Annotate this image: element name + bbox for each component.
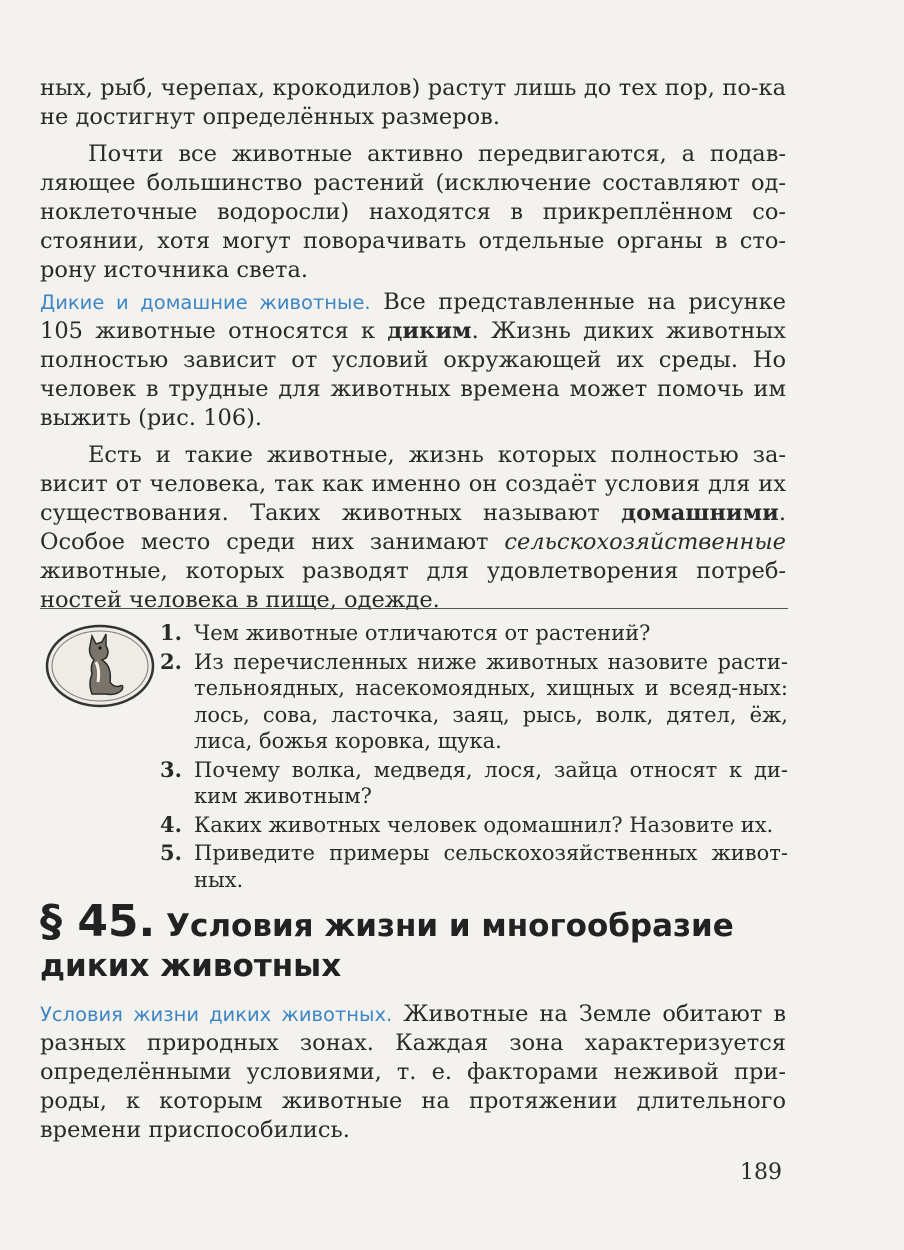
question-item <box>160 812 788 839</box>
wild-text-after: . Жизнь диких животных полностью зависит от условий окружающей их среды. Но человек в трудные для животных времена может помочь им выжить (рис. 106). <box>40 318 786 431</box>
paragraph-movement: Почти все животные активно передвигаются, а подав-ляющее большинство растений (исключение составляют од-ноклеточные водоросли) находятся в прикреплённом со-стоянии, хотя могут поворачивать отдельные органы в сто-рону источника света. <box>40 141 786 283</box>
paragraph-wild-animals <box>40 288 786 433</box>
conditions-block <box>40 1000 786 1145</box>
question-item <box>160 649 788 755</box>
paragraph-continuation: ных, рыб, черепах, крокодилов) растут лишь до тех пор, по-ка не достигнут определённых размеров. <box>40 75 786 130</box>
section-heading <box>40 896 800 986</box>
section-title: Условия жизни и многообразие диких животных <box>40 908 734 984</box>
section-number: § 45. <box>40 896 156 947</box>
term-wild: диким <box>387 318 472 344</box>
subheading-wild-domestic: Дикие и домашние животные. <box>40 291 371 314</box>
question-number: 3. <box>160 756 182 782</box>
domestic-text-before: Есть и такие животные, жизнь которых полностью за-висит от человека, так как именно он создаёт условия для их существования. Таких животных называют <box>40 442 786 526</box>
question-text: Приведите примеры сельскохозяйственных живот-ных. <box>194 841 788 892</box>
term-domestic: домашними <box>621 500 779 526</box>
question-item <box>160 757 788 810</box>
wild-text-before: Все представленные на рисунке 105 животные относятся к <box>40 289 786 344</box>
question-number: 5. <box>160 840 182 865</box>
wild-domestic-block <box>40 288 786 615</box>
conditions-text: Животные на Земле обитают в разных природных зонах. Каждая зона характеризуется определёнными условиями, т. е. факторами неживой при-роды, к которым животные на протяжении длительного времени приспособились. <box>40 1001 786 1143</box>
domestic-text-middle: . Особое место среди них занимают <box>40 500 786 555</box>
paragraph-domestic-animals <box>40 441 786 615</box>
term-agricultural: сельскохозяйственные <box>504 529 786 555</box>
question-number: 2. <box>160 648 182 674</box>
paragraph-living-conditions <box>40 1000 786 1145</box>
question-number: 4. <box>160 811 182 837</box>
section-divider <box>40 608 788 609</box>
question-text: Каких животных человек одомашнил? Назовите их. <box>194 812 774 837</box>
domestic-text-after: животные, которых разводят для удовлетворения потреб-ностей человека в пище, одежде. <box>40 558 786 613</box>
question-text: Чем животные отличаются от растений? <box>194 621 651 645</box>
subheading-living-conditions: Условия жизни диких животных. <box>40 1003 393 1026</box>
question-number: 1. <box>160 620 182 645</box>
question-text: Почему волка, медведя, лося, зайца относят к ди-ким животным? <box>194 757 788 808</box>
question-text: Из перечисленных ниже животных назовите расти-тельноядных, насекомоядных, хищных и всеяд-ных: лось, сова, ласточка, заяц, рысь, волк, дятел, ёж, лиса, божья коровка, щука. <box>194 649 788 753</box>
page-number: 189 <box>740 1160 782 1185</box>
question-item <box>160 620 788 647</box>
fox-emblem-icon <box>44 622 156 710</box>
top-text-block <box>40 74 786 285</box>
question-item <box>160 840 788 893</box>
review-questions <box>160 620 788 895</box>
